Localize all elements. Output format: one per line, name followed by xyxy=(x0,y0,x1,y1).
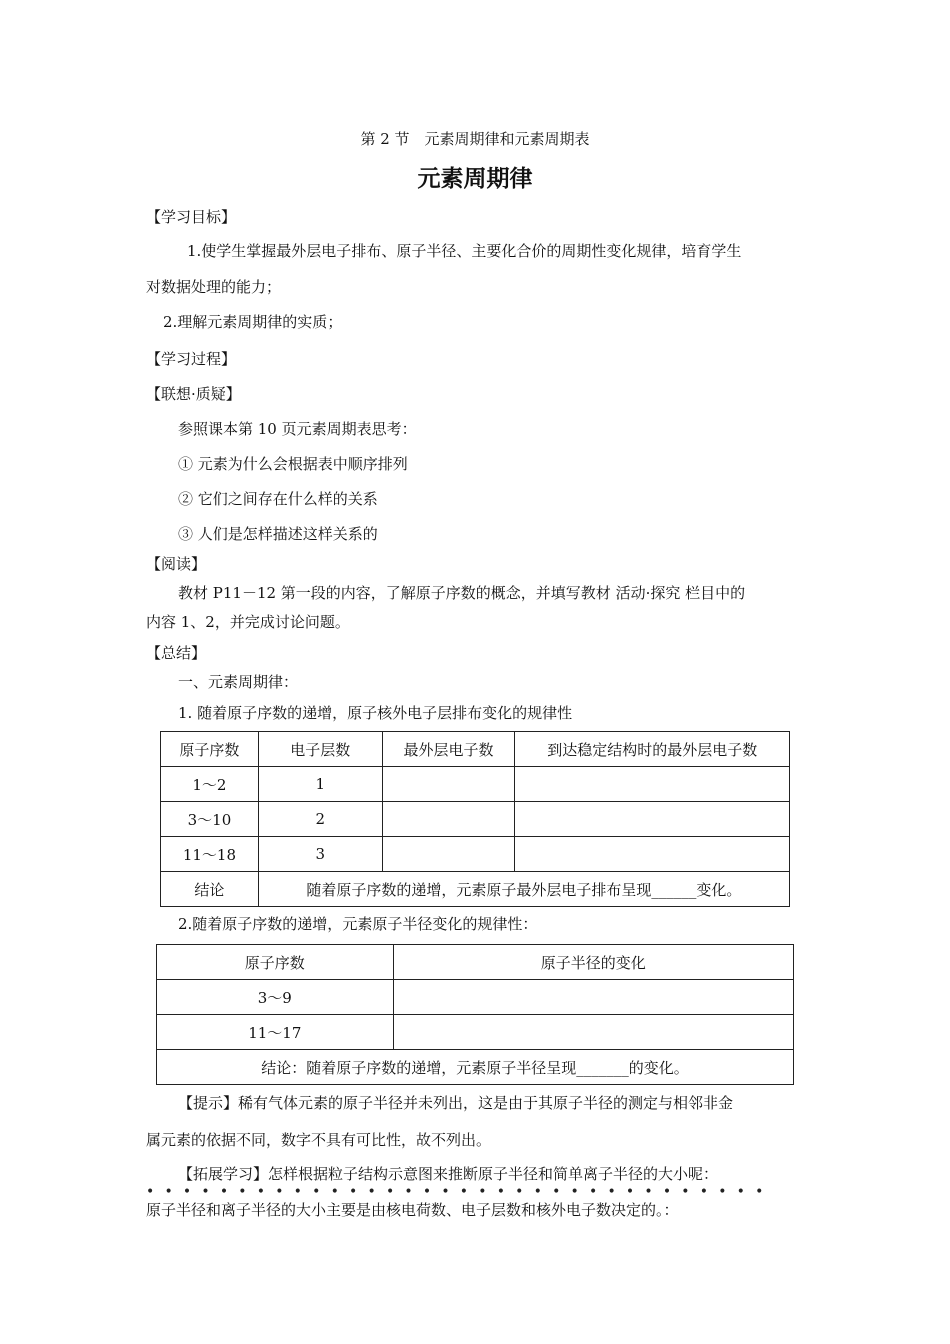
objective-1-line-2: 对数据处理的能力； xyxy=(146,278,282,296)
conclusion-text: 随着原子序数的递增，元素原子最外层电子排布呈现______变化。 xyxy=(258,872,789,907)
summary-sub-2: 2.随着原子序数的递增，元素原子半径变化的规律性： xyxy=(178,915,538,933)
conclusion-row xyxy=(157,1050,794,1085)
table-cell xyxy=(515,802,790,837)
table-row xyxy=(161,837,790,872)
conclusion-text: 结论：随着原子序数的递增，元素原子半径呈现_______的变化。 xyxy=(157,1050,794,1085)
page-title: 元素周期律 xyxy=(417,166,533,192)
table-cell: 2 xyxy=(258,802,382,837)
hint-line-1: 【提示】稀有气体元素的原子半径并未列出，这是由于其原子半径的测定与相邻非金 xyxy=(178,1094,734,1112)
conclusion-label: 结论 xyxy=(161,872,259,907)
table-cell: 3～9 xyxy=(157,980,394,1015)
table-header-row xyxy=(161,732,790,767)
objective-2: 2.理解元素周期律的实质； xyxy=(163,313,343,331)
summary-heading: 【总结】 xyxy=(146,644,207,662)
table-cell xyxy=(515,767,790,802)
table-header: 原子序数 xyxy=(161,732,259,767)
atomic-radius-table xyxy=(156,944,794,1085)
emphasis-dots: •••••••••••••••••••••••••••••••••• xyxy=(146,1184,774,1200)
objective-1-line-1: 1.使学生掌握最外层电子排布、原子半径、主要化合价的周期性变化规律，培育学生 xyxy=(187,242,742,260)
extension-line-2: 原子半径和离子半径的大小主要是由核电荷数、电子层数和核外电子数决定的。： xyxy=(146,1201,679,1219)
reading-line-2: 内容 1、2，并完成讨论问题。 xyxy=(146,613,350,631)
table-cell: 1～2 xyxy=(161,767,259,802)
table-row xyxy=(161,802,790,837)
table-cell: 3 xyxy=(258,837,382,872)
extension-line-1: 【拓展学习】怎样根据粒子结构示意图来推断原子半径和简单离子半径的大小呢： xyxy=(178,1165,719,1183)
table-cell xyxy=(393,1015,793,1050)
table-cell: 11～17 xyxy=(157,1015,394,1050)
question-1: ① 元素为什么会根据表中顺序排列 xyxy=(178,455,408,473)
process-heading: 【学习过程】 xyxy=(146,350,237,368)
electron-layer-table xyxy=(160,731,790,907)
table-cell: 11～18 xyxy=(161,837,259,872)
table-cell xyxy=(382,767,515,802)
table-header: 原子半径的变化 xyxy=(393,945,793,980)
table-header: 最外层电子数 xyxy=(382,732,515,767)
table-cell xyxy=(382,802,515,837)
objectives-heading: 【学习目标】 xyxy=(146,208,237,226)
association-heading: 【联想·质疑】 xyxy=(146,385,241,403)
think-intro: 参照课本第 10 页元素周期表思考： xyxy=(178,420,417,438)
table-cell xyxy=(515,837,790,872)
table-cell: 3～10 xyxy=(161,802,259,837)
table-header: 到达稳定结构时的最外层电子数 xyxy=(515,732,790,767)
table-header: 原子序数 xyxy=(157,945,394,980)
summary-sub-1: 1. 随着原子序数的递增，原子核外电子层排布变化的规律性 xyxy=(178,704,573,722)
table-cell xyxy=(393,980,793,1015)
table-header-row xyxy=(157,945,794,980)
table-row xyxy=(161,767,790,802)
table-header: 电子层数 xyxy=(258,732,382,767)
hint-line-2: 属元素的依据不同，数字不具有可比性，故不列出。 xyxy=(146,1131,492,1149)
reading-line-1: 教材 P11－12 第一段的内容，了解原子序数的概念，并填写教材 活动·探究 栏目中的 xyxy=(178,584,746,602)
table-cell: 1 xyxy=(258,767,382,802)
table-cell xyxy=(382,837,515,872)
question-3: ③ 人们是怎样描述这样关系的 xyxy=(178,525,378,543)
table-row xyxy=(157,1015,794,1050)
conclusion-row xyxy=(161,872,790,907)
summary-part-1: 一、元素周期律： xyxy=(178,673,299,691)
reading-heading: 【阅读】 xyxy=(146,555,207,573)
table-row xyxy=(157,980,794,1015)
section-heading: 第 2 节 元素周期律和元素周期表 xyxy=(360,130,590,148)
question-2: ② 它们之间存在什么样的关系 xyxy=(178,490,378,508)
